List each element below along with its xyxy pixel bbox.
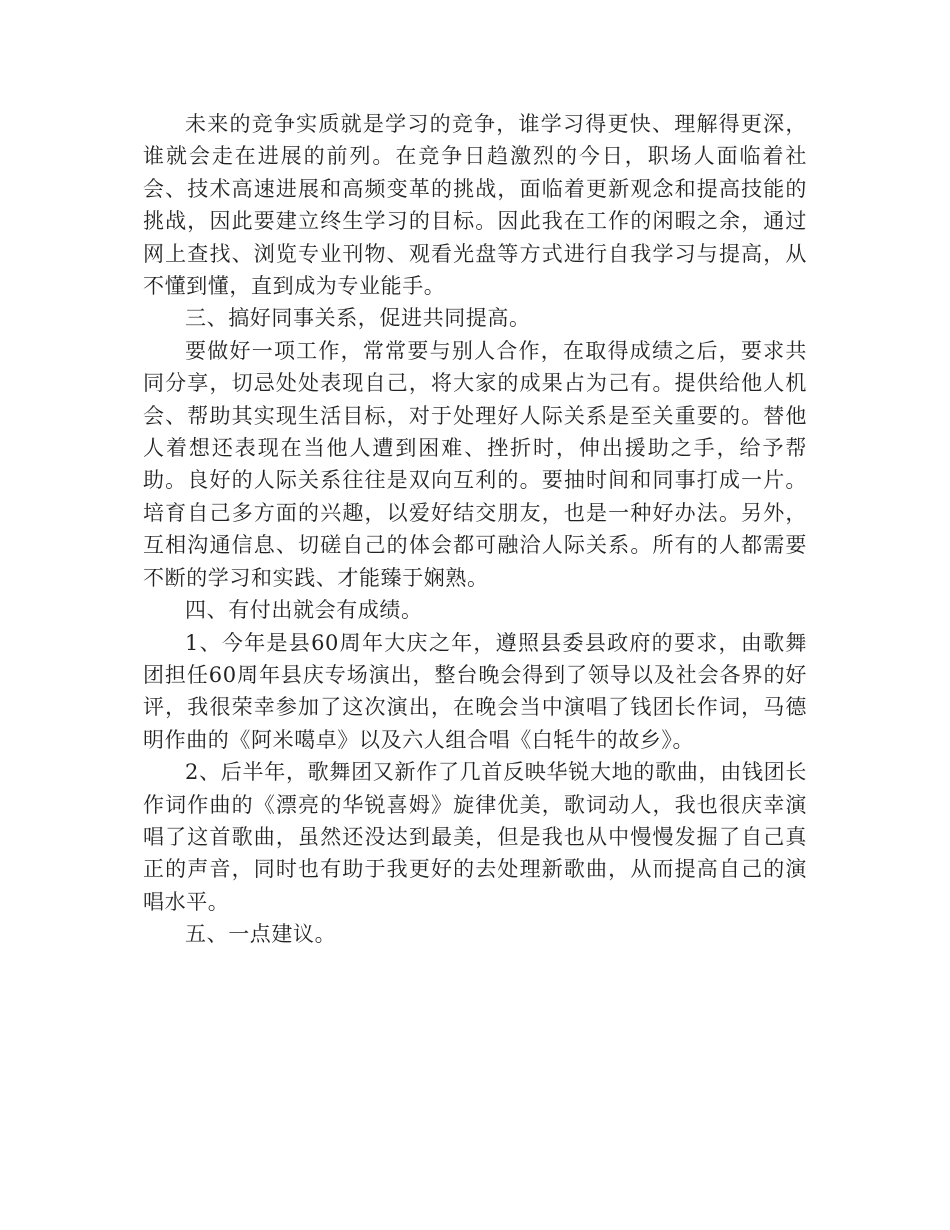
- paragraph-anniversary-performance: 1、今年是县60周年大庆之年，遵照县委县政府的要求，由歌舞团担任60周年县庆专场演出，整台晚会得到了领导以及社会各界的好评，我很荣幸参加了这次演出，在晚会当中演唱了钱团长作词，马德明作曲的《阿米噶卓》以及六人组合唱《白牦牛的故乡》。: [143, 630, 807, 752]
- paragraph-learning-competition: 未来的竞争实质就是学习的竞争，谁学习得更快、理解得更深，谁就会走在进展的前列。在竞争日趋激烈的今日，职场人面临着社会、技术高速进展和高频变革的挑战，面临着更新观念和提高技能的挑战，因此要建立终生学习的目标。因此我在工作的闲暇之余，通过网上查找、浏览专业刊物、观看光盘等方式进行自我学习与提高，从不懂到懂，直到成为专业能手。: [143, 112, 807, 299]
- paragraph-cooperation: 要做好一项工作，常常要与别人合作，在取得成绩之后，要求共同分享，切忌处处表现自己，将大家的成果占为己有。提供给他人机会、帮助其实现生活目标，对于处理好人际关系是至关重要的。替他人着想还表现在当他人遭到困难、挫折时，伸出援助之手，给予帮助。良好的人际关系往往是双向互利的。要抽时间和同事打成一片。培育自己多方面的兴趣，以爱好结交朋友，也是一种好办法。另外，互相沟通信息、切磋自己的体会都可融洽人际关系。所有的人都需要不断的学习和实践、才能臻于娴熟。: [143, 338, 807, 590]
- document-body: [143, 108, 807, 951]
- section-heading-suggestion: 五、一点建议。: [185, 922, 337, 947]
- paragraph-new-songs: 2、后半年，歌舞团又新作了几首反映华锐大地的歌曲，由钱团长作词作曲的《漂亮的华锐喜姆》旋律优美，歌词动人，我也很庆幸演唱了这首歌曲，虽然还没达到最美，但是我也从中慢慢发掘了自己真正的声音，同时也有助于我更好的去处理新歌曲，从而提高自己的演唱水平。: [143, 760, 807, 914]
- section-heading-effort-results: 四、有付出就会有成绩。: [185, 598, 423, 623]
- section-heading-colleague-relations: 三、搞好同事关系，促进共同提高。: [185, 306, 531, 331]
